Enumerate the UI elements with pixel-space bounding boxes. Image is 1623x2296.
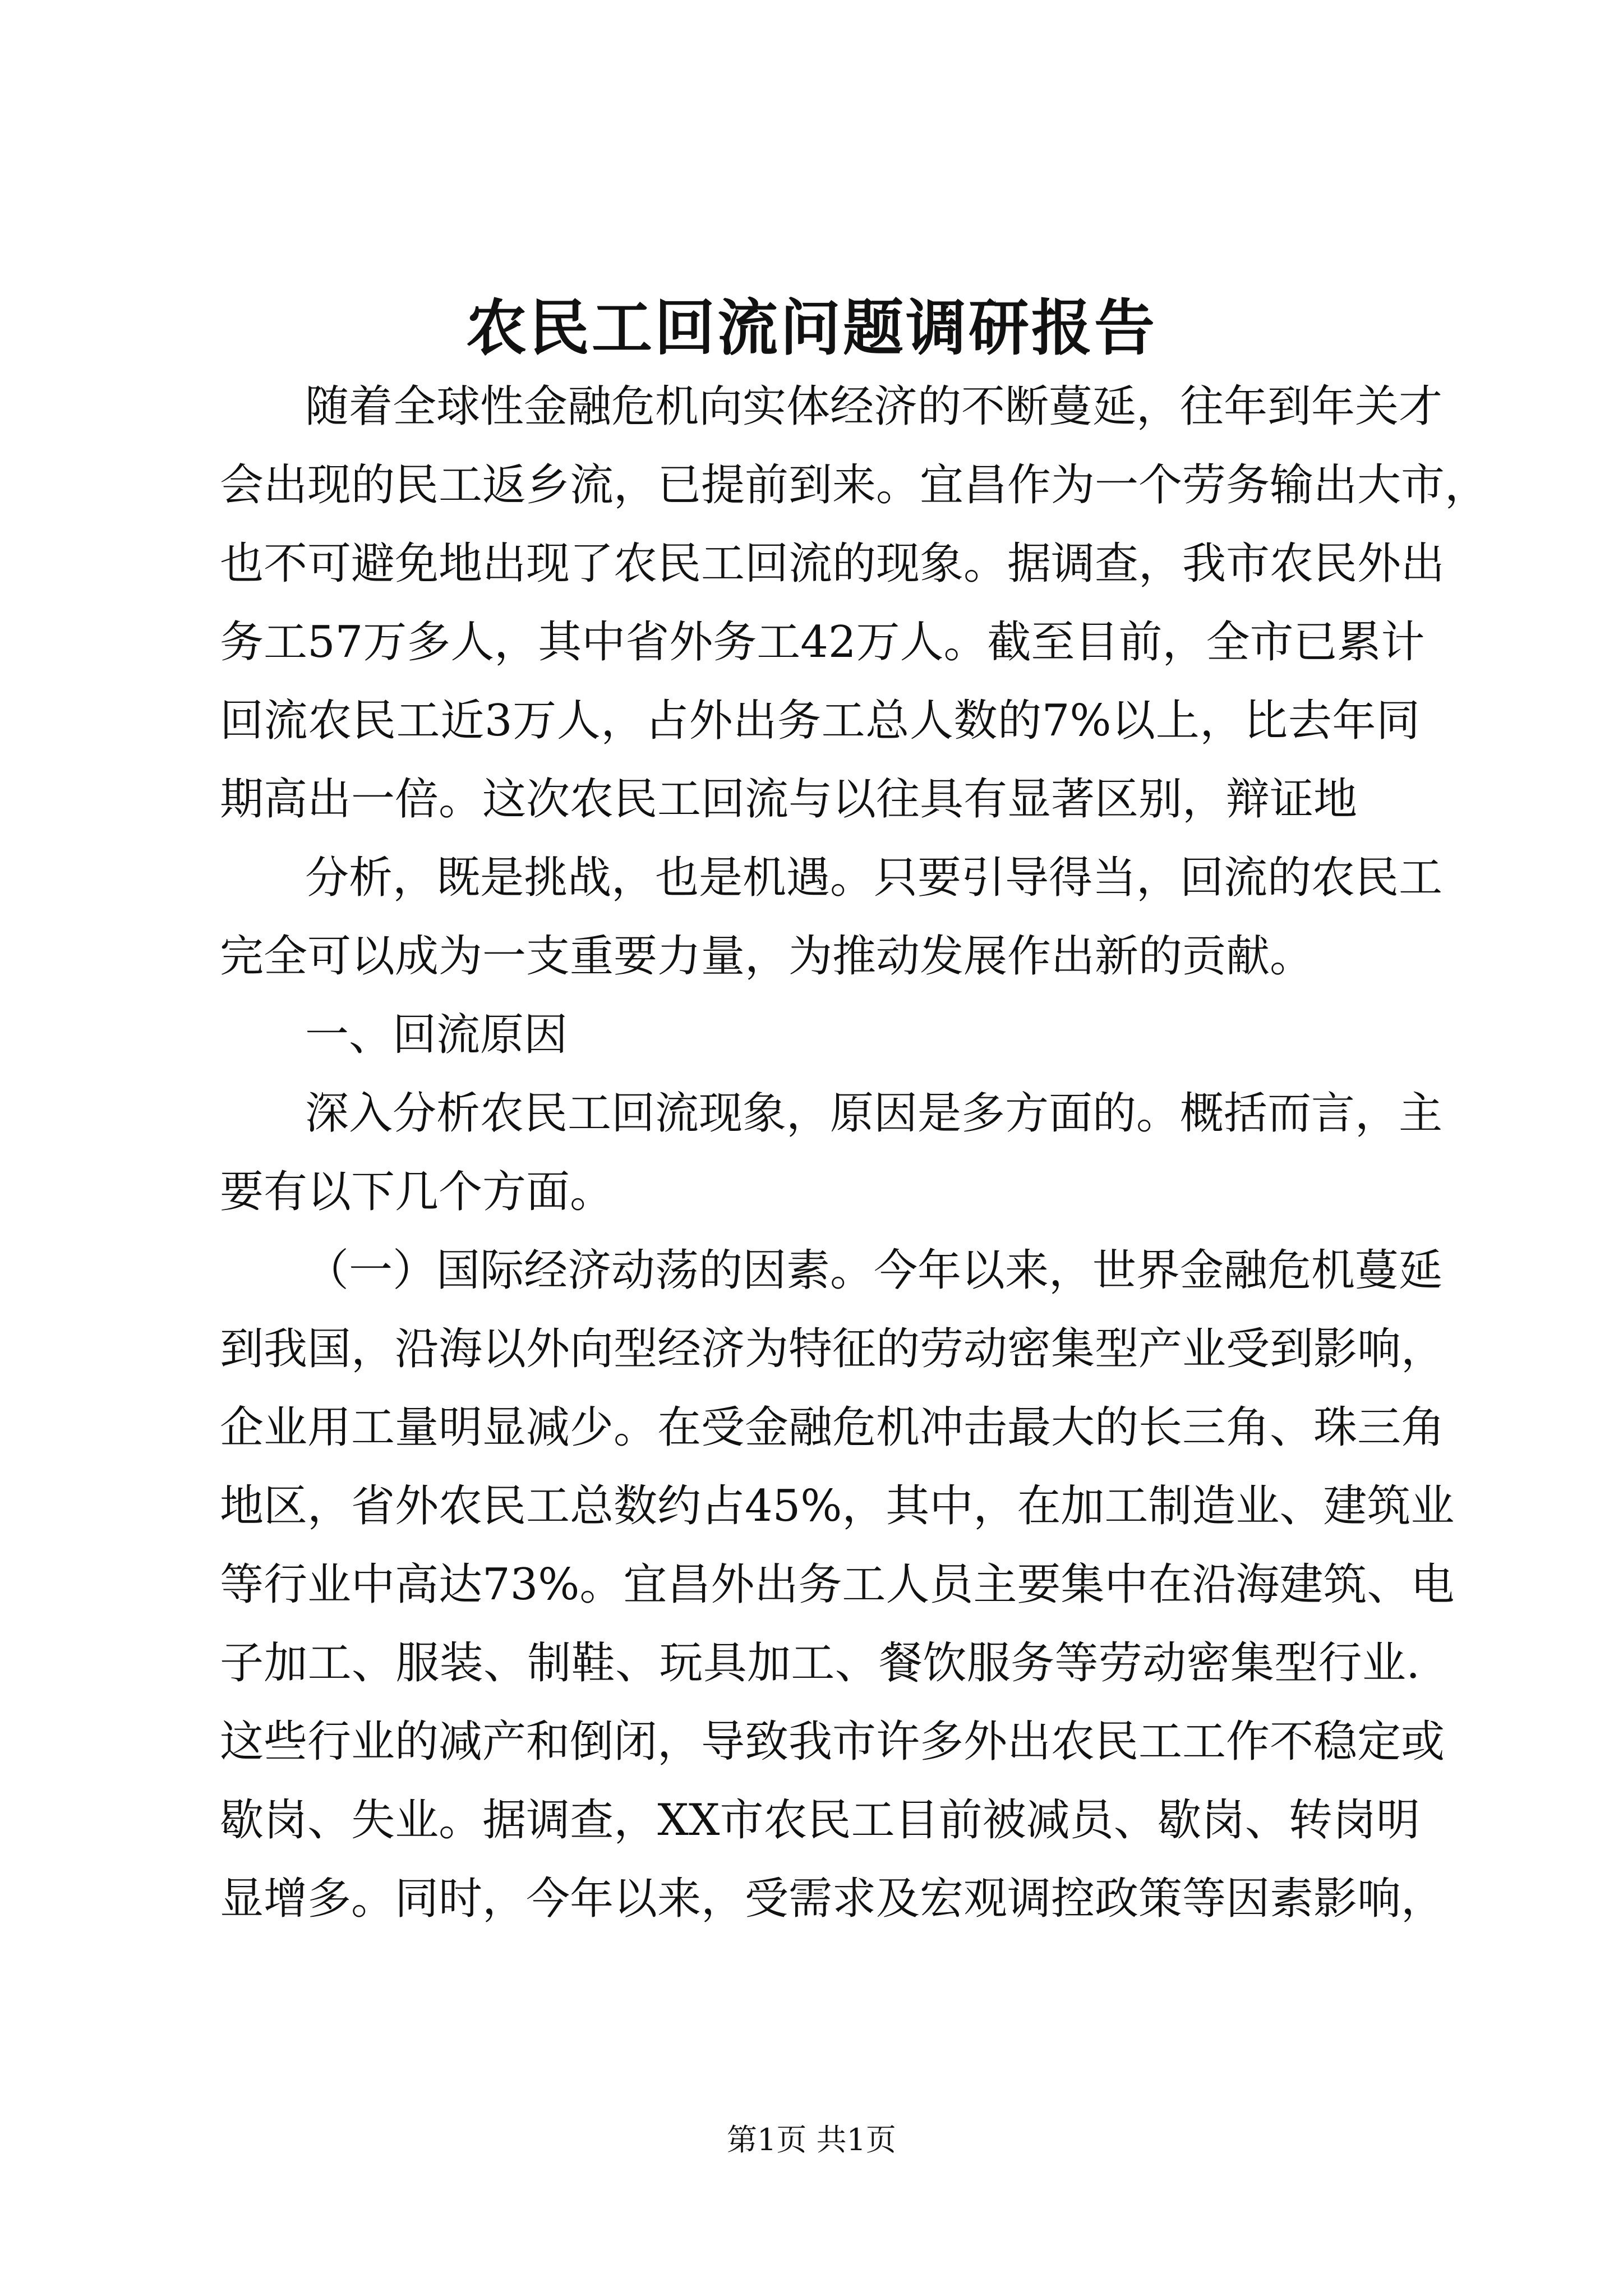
body-line: （一）国际经济动荡的因素。今年以来，世界金融危机蔓延 (305, 1245, 1443, 1296)
body-line: 地区，省外农民工总数约占45%，其中，在加工制造业、建筑业 (220, 1481, 1455, 1531)
body-line: 期高出一倍。这次农民工回流与以往具有显著区别，辩证地 (220, 774, 1358, 825)
body-line: 子加工、服装、制鞋、玩具加工、餐饮服务等劳动密集型行业. (220, 1638, 1420, 1688)
body-line: 深入分析农民工回流现象，原因是多方面的。概括而言，主 (305, 1088, 1443, 1139)
body-line: 随着全球性金融危机向实体经济的不断蔓延，往年到年关才 (305, 381, 1443, 432)
page-number: 第1页 共1页 (727, 2122, 896, 2157)
body-line: 分析，既是挑战，也是机遇。只要引导得当，回流的农民工 (305, 853, 1443, 903)
body-line: 歇岗、失业。据调查，XX市农民工目前被减员、歇岗、转岗明 (220, 1795, 1420, 1846)
body-line: 会出现的民工返乡流，已提前到来。宜昌作为一个劳务输出大市， (220, 460, 1489, 510)
body-line: 显增多。同时，今年以来，受需求及宏观调控政策等因素影响， (220, 1874, 1445, 1924)
body-line: 完全可以成为一支重要力量，为推动发展作出新的贡献。 (220, 931, 1314, 982)
body-line: 这些行业的减产和倒闭，导致我市许多外出农民工工作不稳定或 (220, 1717, 1445, 1767)
body-line: 企业用工量明显减少。在受金融危机冲击最大的长三角、珠三角 (220, 1402, 1445, 1453)
body-line: 等行业中高达73%。宜昌外出务工人员主要集中在沿海建筑、电 (220, 1559, 1455, 1610)
body-line: 回流农民工近3万人，占外出务工总人数的7%以上，比去年同 (220, 696, 1420, 746)
document-title: 农民工回流问题调研报告 (465, 293, 1157, 364)
body-line: 务工57万多人，其中省外务工42万人。截至目前，全市已累计 (220, 617, 1425, 668)
section-heading: 一、回流原因 (305, 1010, 568, 1060)
body-line: 也不可避免地出现了农民工回流的现象。据调查，我市农民外出 (220, 539, 1445, 589)
body-line: 到我国，沿海以外向型经济为特征的劳动密集型产业受到影响， (220, 1324, 1445, 1374)
body-line: 要有以下几个方面。 (220, 1167, 614, 1217)
